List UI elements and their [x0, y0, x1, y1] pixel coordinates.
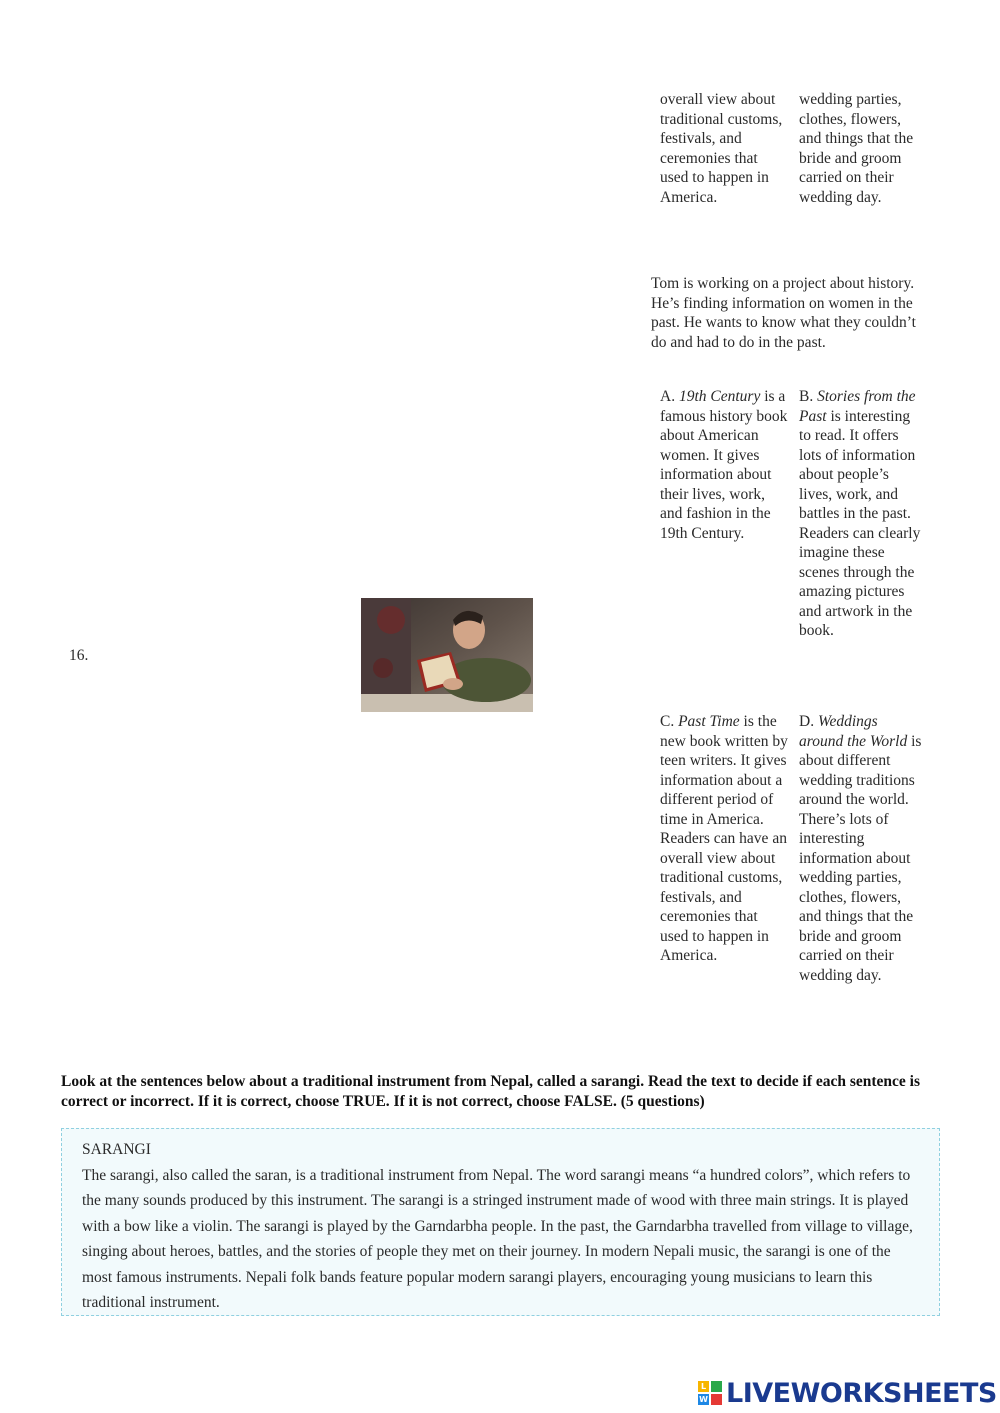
reading-body: The sarangi, also called the saran, is a traditional instrument from Nepal. The word sarangi means “a hundred colors”, which refers to the many sounds produced by this instrument. The sarangi is a stringed instrument made of wood with three main strings. It is played with a bow like a violin. The sarangi is played by the Garndarbha people. In the past, the Garndarbha travelled from village to village, singing about heroes, battles, and the stories of people they met on their journey. In modern Nepali music, the sarangi is one of the most famous instruments. Nepali folk bands feature popular modern sarangi players, encouraging young musicians to learn this traditional instrument.: [82, 1166, 913, 1311]
reading-text-box: [61, 1128, 940, 1316]
prev-option-d-tail: [799, 90, 923, 207]
option-b-title: Stories from the Past: [799, 388, 916, 425]
reading-title: SARANGI: [82, 1141, 151, 1158]
option-d-letter: D.: [799, 713, 815, 730]
logo-badge-red: [711, 1394, 722, 1405]
logo-badge-green: [711, 1381, 722, 1392]
option-c-text: is the new book written by teen writers. It gives information about a different period of time in America. Readers can have an overall view about traditional customs, festivals, and ceremonies that used to happen in America.: [660, 713, 788, 964]
option-c-letter: C.: [660, 713, 675, 730]
section-instructions: Look at the sentences below about a traditional instrument from Nepal, called a sarangi. Read the text to decide if each sentence is correct or incorrect. If it is correct, choose TRUE. If it is not correct, choose FALSE. (5 questions): [61, 1073, 921, 1110]
option-b-letter: B.: [799, 388, 814, 405]
option-b[interactable]: [799, 387, 923, 641]
prev-option-c-text: overall view about traditional customs, festivals, and ceremonies that used to happen in America.: [660, 91, 783, 206]
option-c[interactable]: [660, 712, 788, 966]
photo-boy-reading-image: [361, 598, 533, 712]
question-scenario: Tom is working on a project about history. He’s finding information on women in the past. He wants to know what they couldn’t do and had to do in the past.: [651, 275, 916, 351]
logo-text: LIVEWORKSHEETS: [726, 1377, 997, 1409]
option-a-title: 19th Century: [678, 388, 761, 405]
reading-boy-photo: [361, 598, 533, 712]
logo-badge-l: L: [698, 1381, 709, 1392]
question-number: 16.: [69, 647, 89, 664]
logo-badge-w: W: [699, 1395, 708, 1404]
option-d-title: Weddings around the World: [799, 713, 908, 750]
liveworksheets-logo: [698, 1378, 997, 1408]
option-d[interactable]: [799, 712, 923, 985]
option-a-text: is a famous history book about American women. It gives information about their lives, work, and fashion in the 19th Century.: [660, 388, 788, 542]
logo-badge-icon: [698, 1381, 722, 1405]
option-a-letter: A.: [660, 388, 676, 405]
option-d-text: is about different wedding traditions around the world. There’s lots of interesting information about wedding parties, clothes, flowers, and things that the bride and groom carried on their wedding day.: [799, 732, 922, 984]
prev-option-c-tail: [660, 90, 788, 207]
option-b-text: is interesting to read. It offers lots of information about people’s lives, work, and battles in the past. Readers can clearly imagine these scenes through the amazing pictures and artwork in the book.: [799, 407, 921, 639]
option-a[interactable]: [660, 387, 788, 543]
prev-option-d-text: wedding parties, clothes, flowers, and things that the bride and groom carried on their wedding day.: [799, 91, 914, 206]
option-c-title: Past Time: [678, 713, 740, 730]
